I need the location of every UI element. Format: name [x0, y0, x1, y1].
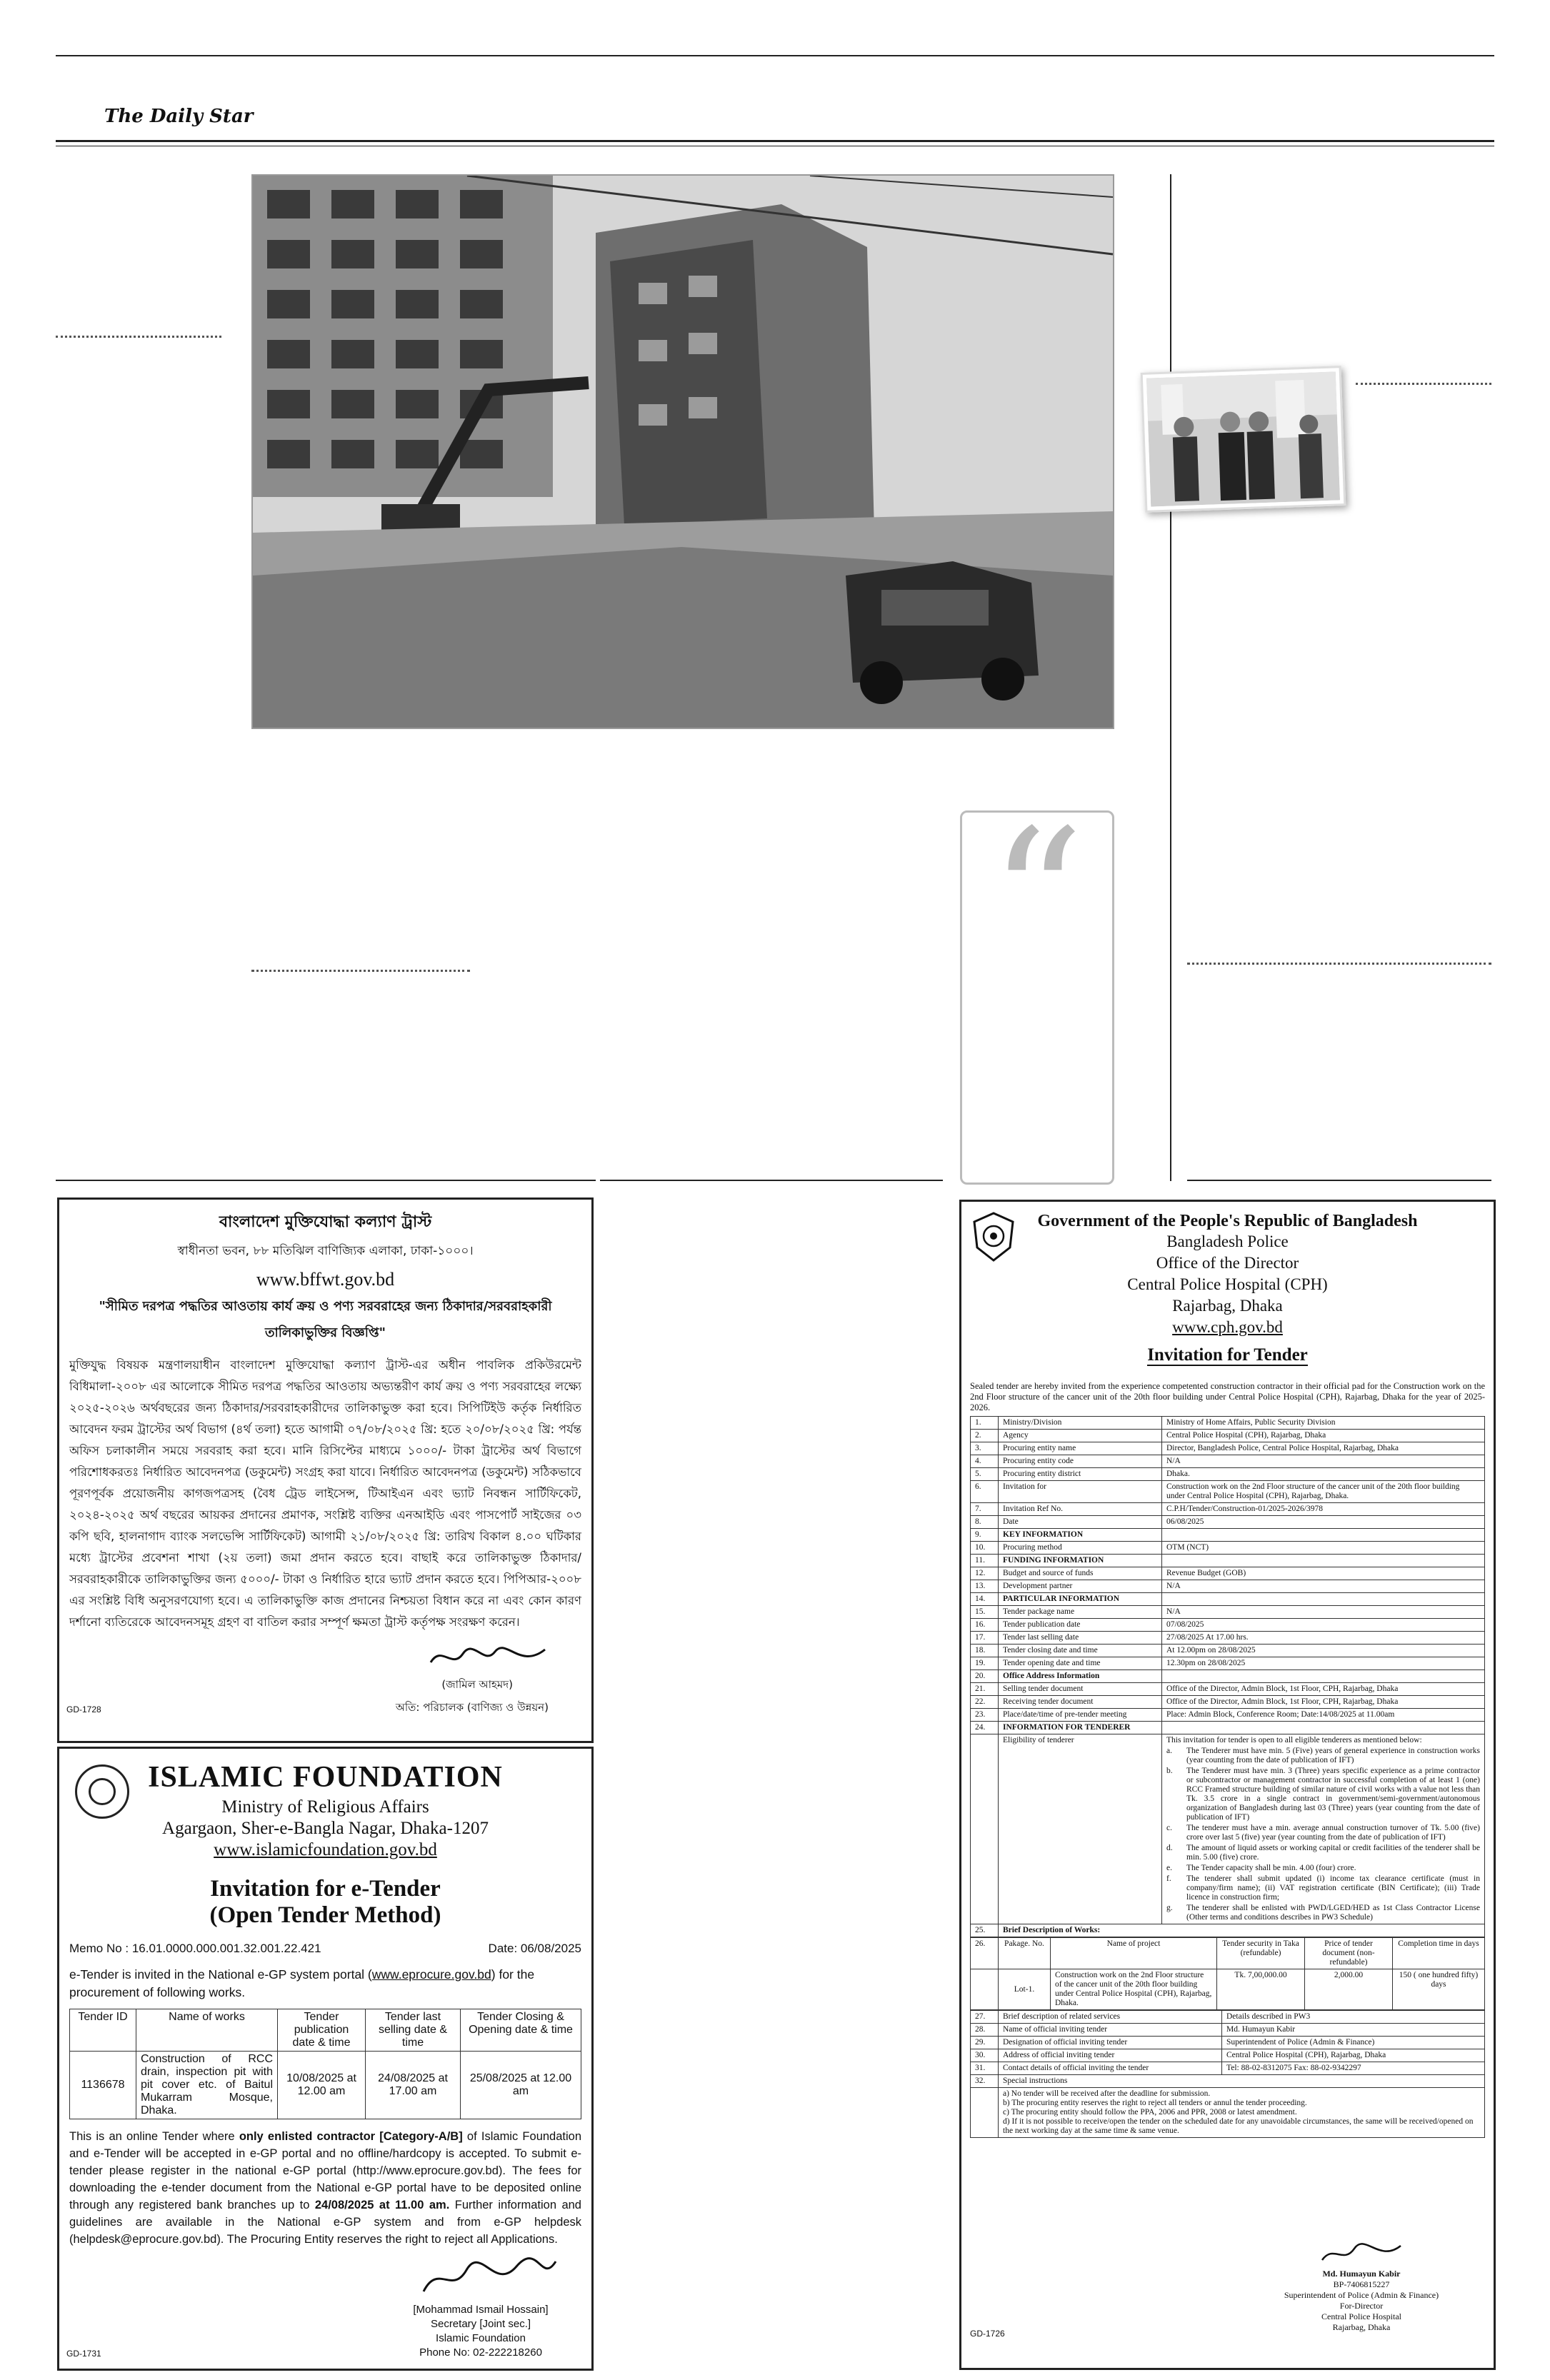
row-value: At 12.00pm on 28/08/2025: [1162, 1645, 1485, 1657]
islamic-foundation-memo: Memo No : 16.01.0000.000.001.32.001.22.421: [69, 1942, 321, 1955]
row-value: [1162, 1555, 1485, 1567]
row-number: 30.: [971, 2049, 999, 2062]
table-row: [971, 1468, 1485, 1481]
table-row: [971, 1516, 1485, 1529]
row-value: Details described in PW3: [1222, 2011, 1485, 2024]
table-row: [971, 1969, 1485, 2010]
eligibility-intro: This invitation for tender is open to all eligible tenderers as mentioned below:: [1166, 1736, 1422, 1744]
cph-title: [961, 1345, 1494, 1365]
cph-hospital: Central Police Hospital (CPH): [1127, 1275, 1328, 1293]
row-label: Place/date/time of pre-tender meeting: [999, 1709, 1162, 1722]
row-label: Procuring entity code: [999, 1455, 1162, 1468]
row-number: 25.: [971, 1924, 999, 1937]
brief-description-label: Brief Description of Works:: [999, 1924, 1485, 1937]
meeting-scene-illustration: [1146, 371, 1340, 506]
table-row: [971, 1555, 1485, 1567]
islamic-foundation-signature-mark-icon: [416, 2256, 559, 2299]
row-label: Tender last selling date: [999, 1632, 1162, 1645]
islamic-foundation-ministry: Ministry of Religious Affairs: [221, 1797, 429, 1817]
table-header: Completion time in days: [1393, 1938, 1485, 1969]
closing-cell: 25/08/2025 at 12.00 am: [461, 2052, 581, 2119]
row-label: Date: [999, 1516, 1162, 1529]
row-number: 10.: [971, 1542, 999, 1555]
row-number: 11.: [971, 1555, 999, 1567]
islamic-foundation-phone: Phone No: 02-222218260: [419, 2346, 542, 2359]
row-label: Address of official inviting tender: [999, 2049, 1222, 2062]
row-label: PARTICULAR INFORMATION: [999, 1593, 1162, 1606]
row-number: 20.: [971, 1670, 999, 1683]
row-label: Procuring entity district: [999, 1468, 1162, 1481]
cph-gov-name: Government of the People's Republic of Bangladesh: [1037, 1212, 1418, 1230]
cph-title-text: Invitation for Tender: [1147, 1345, 1308, 1365]
cph-intro: Sealed tender are hereby invited from the experience competented construction contractor in their official pad for the Construction work on the 2nd Floor structure of the cancer unit of the 20th floor building under Central Police Hospital (CPH), Rajarbag, Dhaka for the year of 2025-2026.: [970, 1381, 1485, 1412]
row-label: Name of official inviting tender: [999, 2024, 1222, 2037]
cph-sig-bp: BP-7406815227: [1333, 2279, 1390, 2289]
special-instruction: a) No tender will be received after the deadline for submission.: [1003, 2089, 1211, 2098]
row-value: N/A: [1162, 1455, 1485, 1468]
eligibility-marker: c.: [1166, 1824, 1172, 1832]
row-label: Agency: [999, 1430, 1162, 1442]
bffwt-headline-line-2: তালিকাভুক্তির বিজ্ঞপ্তি": [264, 1325, 386, 1340]
row-value: N/A: [1162, 1580, 1485, 1593]
table-header: Tender last selling date & time: [366, 2009, 461, 2052]
eligibility-item: [1166, 1874, 1480, 1902]
table-row: [971, 2011, 1485, 2024]
bffwt-signatory-name: (জামিল আহমদ): [441, 1678, 513, 1691]
row-number: 29.: [971, 2037, 999, 2049]
eligibility-text: The tenderer shall be enlisted with PWD/LGED/HED as 1st Class Contractor License (Other terms and conditions describes in PW3 Schedule): [1186, 1904, 1480, 1922]
islamic-foundation-sig-org: Islamic Foundation: [436, 2332, 526, 2344]
eligibility-text: The tenderer shall submit updated (i) income tax clearance certificate (must in company/firm name); (ii) VAT registration certificate (BIN Certificate); (iii) Trade licence in construction firm;: [1186, 1874, 1480, 1902]
islamic-foundation-title-2: (Open Tender Method): [209, 1902, 441, 1928]
table-row: [971, 1417, 1485, 1430]
row-label: Procuring entity name: [999, 1442, 1162, 1455]
row-number: 13.: [971, 1580, 999, 1593]
table-row: [971, 1606, 1485, 1619]
eligibility-marker: a.: [1166, 1747, 1172, 1755]
row-label: Tender closing date and time: [999, 1645, 1162, 1657]
eligibility-marker: f.: [1166, 1874, 1171, 1883]
row-label: Budget and source of funds: [999, 1567, 1162, 1580]
eligibility-label: Eligibility of tenderer: [999, 1734, 1162, 1924]
islamic-foundation-intro-1: e-Tender is invited in the National e-GP system portal (: [69, 1967, 372, 1982]
footer-part-2: of Islamic Foundation and e-Tender will be accepted in e-GP portal and no offline/hardcopy is accepted. To submit e-tender please register in the national e-GP portal (http://www.eprocure.gov.bd). The fees for downloading the e-tender document from the National e-GP portal have to be deposited online through any registered bank branches up to: [69, 2130, 581, 2211]
row-number: 7.: [971, 1503, 999, 1516]
row-number: 32.: [971, 2075, 999, 2088]
selling-cell: 24/08/2025 at 17.00 am: [366, 2052, 461, 2119]
cph-ad-code: GD-1726: [970, 2329, 1005, 2339]
cph-signature-mark-icon: [1319, 2239, 1404, 2267]
table-row: [971, 1709, 1485, 1722]
table-row: [70, 2052, 581, 2119]
demolition-photo: [251, 174, 1114, 729]
row-label: FUNDING INFORMATION: [999, 1555, 1162, 1567]
islamic-foundation-memo-row: [69, 1942, 581, 1959]
row-value: 27/08/2025 At 17.00 hrs.: [1162, 1632, 1485, 1645]
islamic-foundation-sig-name: [Mohammad Ismail Hossain]: [413, 2304, 549, 2316]
table-row: [971, 1670, 1485, 1683]
row-value: C.P.H/Tender/Construction-01/2025-2026/3978: [1162, 1503, 1485, 1516]
islamic-foundation-intro: [69, 1966, 581, 2002]
islamic-foundation-website: www.islamicfoundation.gov.bd: [214, 1840, 437, 1859]
table-row: [971, 1503, 1485, 1516]
table-row: [971, 1430, 1485, 1442]
table-row: [971, 2075, 1485, 2088]
table-row: [971, 2024, 1485, 2037]
special-instructions-label: Special instructions: [999, 2075, 1485, 2088]
cph-tender-notice: [959, 1200, 1496, 2370]
bffwt-address: স্বাধীনতা ভবন, ৮৮ মতিঝিল বাণিজ্যিক এলাকা, ঢাকা-১০০০।: [177, 1244, 474, 1258]
islamic-foundation-date: Date: 06/08/2025: [488, 1942, 581, 1955]
row-value: N/A: [1162, 1606, 1485, 1619]
table-row: [971, 1619, 1485, 1632]
table-row: [971, 2088, 1485, 2138]
row-number: 3.: [971, 1442, 999, 1455]
table-row: [971, 2037, 1485, 2049]
footer-part-3: Further information and guidelines are available in the National e-GP system and from e-GP helpdesk (helpdesk@eprocure.gov.bd). The Procuring Entity reserves the right to reject all Applications.: [69, 2199, 581, 2246]
special-instruction: c) The procuring entity should follow the PPA, 2006 and PPR, 2008 or latest amendment.: [1003, 2108, 1297, 2117]
bffwt-enlistment-notice: [57, 1197, 594, 1743]
row-number: 31.: [971, 2062, 999, 2075]
table-row: [971, 1645, 1485, 1657]
row-label: Tender package name: [999, 1606, 1162, 1619]
cph-official-table: [970, 2010, 1485, 2138]
table-header: Pakage. No.: [999, 1938, 1051, 1969]
table-header: Price of tender document (non-refundable): [1305, 1938, 1393, 1969]
cph-sig-loc: Rajarbag, Dhaka: [1332, 2322, 1391, 2332]
cph-eligibility-table: [970, 1734, 1485, 1937]
table-row: [971, 1683, 1485, 1696]
row-value: 07/08/2025: [1162, 1619, 1485, 1632]
row-value: Revenue Budget (GOB): [1162, 1567, 1485, 1580]
islamic-foundation-title-1: Invitation for e-Tender: [210, 1876, 441, 1902]
row-value: [1162, 1529, 1485, 1542]
footer-bold-1: only enlisted contractor [Category-A/B]: [239, 2130, 463, 2143]
row-label: Tender publication date: [999, 1619, 1162, 1632]
row-label: Receiving tender document: [999, 1696, 1162, 1709]
bangladesh-police-emblem-icon: [971, 1212, 1016, 1262]
cph-signatory: [1269, 2269, 1454, 2333]
cph-package-table: [970, 1937, 1485, 2010]
row-number: 15.: [971, 1606, 999, 1619]
cph-police: Bangladesh Police: [1166, 1232, 1289, 1250]
row-value: Director, Bangladesh Police, Central Police Hospital, Rajarbag, Dhaka: [1162, 1442, 1485, 1455]
row-number: 18.: [971, 1645, 999, 1657]
row-value: 12.30pm on 28/08/2025: [1162, 1657, 1485, 1670]
bffwt-signatory-title: অতি: পরিচালক (বাণিজ্য ও উন্নয়ন): [395, 1701, 549, 1714]
row-number: 17.: [971, 1632, 999, 1645]
footer-bold-2: 24/08/2025 at 11.00 am.: [314, 2199, 450, 2211]
right-column-dotted-rule-2: [1187, 963, 1491, 965]
bottom-section-rule-middle: [600, 1180, 943, 1181]
eligibility-text: The Tender capacity shall be min. 4.00 (four) crore.: [1186, 1864, 1356, 1872]
right-column-dotted-rule-1: [1356, 383, 1491, 385]
pull-quote-box: [960, 790, 1114, 1185]
eligibility-item: [1166, 1864, 1480, 1873]
row-number: 23.: [971, 1709, 999, 1722]
bffwt-org-name: বাংলাদেশ মুক্তিযোদ্ধা কল্যাণ ট্রাস্ট: [219, 1213, 432, 1231]
table-row: [971, 1542, 1485, 1555]
row-number: 4.: [971, 1455, 999, 1468]
row-number: 14.: [971, 1593, 999, 1606]
cph-office: Office of the Director: [1156, 1254, 1299, 1272]
row-number: 19.: [971, 1657, 999, 1670]
left-column-dotted-rule: [56, 336, 221, 338]
meeting-photo: [1141, 366, 1346, 513]
islamic-foundation-address: Agargaon, Sher-e-Bangla Nagar, Dhaka-1207: [162, 1819, 489, 1838]
islamic-foundation-signatory: [388, 2303, 574, 2360]
bffwt-ad-code: GD-1728: [66, 1704, 101, 1714]
row-value: Dhaka.: [1162, 1468, 1485, 1481]
bffwt-website: www.bffwt.gov.bd: [256, 1269, 395, 1290]
row-number: 16.: [971, 1619, 999, 1632]
table-row: [971, 2062, 1485, 2075]
row-value: Construction work on the 2nd Floor structure of the cancer unit of the 20th floor building under Central Police Hospital (CPH), Rajarbag, Dhaka.: [1162, 1481, 1485, 1503]
cph-location: Rajarbag, Dhaka: [1172, 1297, 1283, 1315]
top-rule: [56, 55, 1494, 56]
table-row: [971, 1924, 1485, 1937]
row-label: Development partner: [999, 1580, 1162, 1593]
footer-part-1: This is an online Tender where: [69, 2130, 239, 2143]
row-value: OTM (NCT): [1162, 1542, 1485, 1555]
row-value: Md. Humayun Kabir: [1222, 2024, 1485, 2037]
row-value: Tel: 88-02-8312075 Fax: 88-02-9342297: [1222, 2062, 1485, 2075]
row-label: Designation of official inviting tender: [999, 2037, 1222, 2049]
table-header: Tender publication date & time: [278, 2009, 366, 2052]
row-label: Office Address Information: [999, 1670, 1162, 1683]
row-label: Procuring method: [999, 1542, 1162, 1555]
row-value: [1162, 1722, 1485, 1734]
eligibility-text: The tenderer must have a min. average annual construction turnover of Tk. 5.00 (five) crore over last 5 (five) year (year counting from the date of publication of IFT): [1186, 1824, 1480, 1842]
islamic-foundation-sig-title: Secretary [Joint sec.]: [430, 2318, 531, 2330]
table-header: Name of works: [136, 2009, 278, 2052]
special-instruction: d) If it is not possible to receive/open the tender on the scheduled date for any unavoidable circumstances, the same will be received/opened on the next working day at the same time & same venue.: [1003, 2117, 1474, 2135]
eligibility-marker: e.: [1166, 1864, 1172, 1872]
bffwt-headline-line-1: "সীমিত দরপত্র পদ্ধতির আওতায় কার্য ক্রয় ও পণ্য সরবরাহের জন্য ঠিকাদার/সরবরাহকারী: [99, 1299, 552, 1314]
row-label: Invitation for: [999, 1481, 1162, 1503]
row-number: 12.: [971, 1567, 999, 1580]
eligibility-item: [1166, 1747, 1480, 1765]
row-number: 2.: [971, 1430, 999, 1442]
islamic-foundation-logo-icon: [75, 1764, 129, 1819]
table-header: Tender ID: [70, 2009, 136, 2052]
works-cell: Construction of RCC drain, inspection pit with pit cover etc. of Baitul Mukarram Mosque, Dhaka.: [136, 2052, 278, 2119]
table-row: [971, 1722, 1485, 1734]
package-security-cell: Tk. 7,00,000.00: [1217, 1969, 1305, 2010]
demolition-scene-illustration: [253, 176, 1113, 728]
table-row: [971, 1657, 1485, 1670]
masthead-rule: [56, 140, 1494, 142]
eligibility-marker: g.: [1166, 1904, 1173, 1912]
table-header: Name of project: [1051, 1938, 1217, 1969]
tender-id-cell: 1136678: [70, 2052, 136, 2119]
row-value: Superintendent of Police (Admin & Finance): [1222, 2037, 1485, 2049]
row-value: [1162, 1670, 1485, 1683]
table-row: [971, 2049, 1485, 2062]
table-row: [971, 1442, 1485, 1455]
package-no-cell: Lot-1.: [999, 1969, 1051, 2010]
row-value: Place: Admin Block, Conference Room; Date:14/08/2025 at 11.00am: [1162, 1709, 1485, 1722]
row-number: 24.: [971, 1722, 999, 1734]
table-header-row: 26. Pakage. No. Name of project Tender security in Taka (refundable) Price of tender document (non-refundable) Completion time in days: [971, 1938, 1485, 1969]
table-row: [971, 1529, 1485, 1542]
cph-website: www.cph.gov.bd: [1172, 1318, 1283, 1336]
eligibility-text: The Tenderer must have min. 3 (Three) years specific experience as a prime contractor or subcontractor or management contractor in successful completion of at least 1 (one) RCC Framed structure building of similar nature of civil works with a value not less than Tk. 3.5 crore in a single contract in government/semi-government/autonomous organization of Bangladesh during last 03 (Three) years (year counting from the date of publication of IFT): [1186, 1767, 1480, 1822]
row-label: Ministry/Division: [999, 1417, 1162, 1430]
row-value: Central Police Hospital (CPH), Rajarbag, Dhaka: [1222, 2049, 1485, 2062]
row-value: Office of the Director, Admin Block, 1st Floor, CPH, Rajarbag, Dhaka: [1162, 1683, 1485, 1696]
cph-sig-title: Superintendent of Police (Admin & Finance): [1284, 2290, 1439, 2300]
row-label: Brief description of related services: [999, 2011, 1222, 2024]
row-label: KEY INFORMATION: [999, 1529, 1162, 1542]
table-header: Tender security in Taka (refundable): [1217, 1938, 1305, 1969]
publication-cell: 10/08/2025 at 12.00 am: [278, 2052, 366, 2119]
eligibility-text: The Tenderer must have min. 5 (Five) years of general experience in construction works (year counting from the date of publication of IFT): [1186, 1747, 1480, 1764]
row-number: 5.: [971, 1468, 999, 1481]
table-row: [971, 1734, 1485, 1924]
row-number: 22.: [971, 1696, 999, 1709]
masthead-logo: The Daily Star: [104, 106, 254, 127]
row-number: 6.: [971, 1481, 999, 1503]
row-number: 27.: [971, 2011, 999, 2024]
center-dotted-rule: [251, 970, 470, 972]
eligibility-marker: d.: [1166, 1844, 1173, 1852]
bffwt-signature-icon: [427, 1641, 549, 1672]
islamic-foundation-tender-table: [69, 2009, 581, 2119]
islamic-foundation-footer-text: [69, 2128, 581, 2248]
table-row: [971, 1481, 1485, 1503]
table-header-row: [70, 2009, 581, 2052]
islamic-foundation-tender-notice: [57, 1747, 594, 2371]
row-number: 28.: [971, 2024, 999, 2037]
row-value: Office of the Director, Admin Block, 1st Floor, CPH, Rajarbag, Dhaka: [1162, 1696, 1485, 1709]
package-price-cell: 2,000.00: [1305, 1969, 1393, 2010]
cph-sig-org: Central Police Hospital: [1321, 2311, 1401, 2321]
bffwt-body-text: মুক্তিযুদ্ধ বিষয়ক মন্ত্রণালয়াধীন বাংলাদেশ মুক্তিযোদ্ধা কল্যাণ ট্রাস্ট-এর অধীন পাবলিক প্রকিউরমেন্ট বিধিমালা-২০০৮ এর আলোকে সীমিত দরপত্র পদ্ধতির আওতায় অভ্যন্তরীণ কার্য ক্রয় ও পণ্য সরবরাহের লক্ষ্যে ২০২৫-২০২৬ অর্থবছরের জন্য ঠিকাদার/সরবরাহকারীদের তালিকাভুক্ত করা হবে। সিপিটিইউ কর্তৃক নির্ধারিত আবেদন ফরম ট্রাস্টের অর্থ বিভাগ (৪র্থ তলা) হতে আগামী ০৭/০৮/২০২৫ খ্রি: হতে ২০/০৮/২০২৫ খ্রি: পর্যন্ত অফিস চলাকালীন সময়ে সরবরাহ করা হবে। মানি রিসিপ্টের মাধ্যমে ১০০০/- টাকা ট্রাস্টের অর্থ বিভাগে পরিশোধকরতঃ নির্ধারিত আবেদনপত্র (ডকুমেন্ট) সংগ্রহ করা যাবে। নির্ধারিত আবেদনপত্র (ডকুমেন্ট) সঠিকভাবে পূরণপূর্বক প্রয়োজনীয় কাগজপত্রসহ (বৈধ ট্রেড লাইসেন্স, টিআইএন এবং ভ্যাট নিবন্ধন সার্টিফিকেট, ২০২৪-২০২৫ অর্থ বছরের আয়কর প্রদানের প্রমাণক, সংশ্লিষ্ট ব্যক্তির এনআইডি এবং পাসপোর্ট সাইজের ০৩ কপি ছবি, হালনাগাদ ব্যাংক সলভেন্সি সার্টিফিকেট) আগামী ২১/০৮/২০২৫ খ্রি: তারিখ বিকাল ৪.০০ ঘটিকার মধ্যে ট্রাস্টের প্রবেশনা শাখা (২য় তলা) জমা প্রদান করতে হবে। বাছাই করে তালিকাভুক্ত ঠিকাদার/সরবরাহকারীকে তালিকাভুক্তির জন্য ৫০০০/- টাকা ও নির্ধারিত হারে ভ্যাট প্রদান করতে হবে। পিপিআর-২০০৮ এর সংশ্লিষ্ট বিধি অনুসরণযোগ্য হবে। এ তালিকাভুক্তি কাজ প্রদানের নিশ্চয়তা বিধান করে না এবং কোন কারণ দর্শানো ব্যতিরেকে আবেদনসমূহ গ্রহণ বা বাতিল করার সম্পূর্ণ ক্ষমতা ট্রাস্ট কর্তৃপক্ষ সংরক্ষণ করেন।: [69, 1358, 581, 1629]
eligibility-item: [1166, 1824, 1480, 1842]
table-row: [971, 1455, 1485, 1468]
table-row: [971, 1580, 1485, 1593]
package-days-cell: 150 ( one hundred fifty) days: [1393, 1969, 1485, 2010]
eligibility-item: [1166, 1904, 1480, 1922]
row-label: Invitation Ref No.: [999, 1503, 1162, 1516]
table-row: [971, 1567, 1485, 1580]
row-number: 1.: [971, 1417, 999, 1430]
eligibility-text: The amount of liquid assets or working capital or credit facilities of the tenderer shall be min. 5.00 (five) crore.: [1186, 1844, 1480, 1862]
eligibility-item: [1166, 1767, 1480, 1822]
row-value: 06/08/2025: [1162, 1516, 1485, 1529]
cph-sig-name: Md. Humayun Kabir: [1322, 2269, 1401, 2279]
row-number: 8.: [971, 1516, 999, 1529]
table-row: [971, 1632, 1485, 1645]
row-label: INFORMATION FOR TENDERER: [999, 1722, 1162, 1734]
eligibility-item: [1166, 1844, 1480, 1862]
special-instruction: b) The procuring entity reserves the right to reject all tenders or annul the tender proceeding.: [1003, 2099, 1307, 2107]
islamic-foundation-intro-2: ) for the procurement of following works.: [69, 1967, 535, 1999]
package-name-cell: Construction work on the 2nd Floor structure of the cancer unit of the 20th floor building under Central Police Hospital (CPH), Rajarbag, Dhaka.: [1051, 1969, 1217, 2010]
bottom-section-rule-left: [56, 1180, 596, 1181]
row-label: Contact details of official inviting the tender: [999, 2062, 1222, 2075]
row-label: Tender opening date and time: [999, 1657, 1162, 1670]
eligibility-marker: b.: [1166, 1767, 1173, 1775]
table-row: [971, 1593, 1485, 1606]
table-row: [971, 1696, 1485, 1709]
islamic-foundation-intro-link[interactable]: www.eprocure.gov.bd: [371, 1967, 491, 1982]
bottom-section-rule-right: [1187, 1180, 1491, 1181]
row-value: Ministry of Home Affairs, Public Security Division: [1162, 1417, 1485, 1430]
islamic-foundation-name: ISLAMIC FOUNDATION: [148, 1761, 503, 1794]
row-value: Central Police Hospital (CPH), Rajarbag, Dhaka: [1162, 1430, 1485, 1442]
quote-mark-icon: “: [989, 790, 1084, 1006]
islamic-foundation-ad-code: GD-1731: [66, 2349, 101, 2359]
row-number: 21.: [971, 1683, 999, 1696]
row-number: 9.: [971, 1529, 999, 1542]
cph-info-table: [970, 1416, 1485, 1734]
cph-sig-for: For-Director: [1339, 2301, 1384, 2311]
row-label: Selling tender document: [999, 1683, 1162, 1696]
row-value: [1162, 1593, 1485, 1606]
table-header: Tender Closing & Opening date & time: [461, 2009, 581, 2052]
column-divider: [1170, 174, 1171, 1181]
